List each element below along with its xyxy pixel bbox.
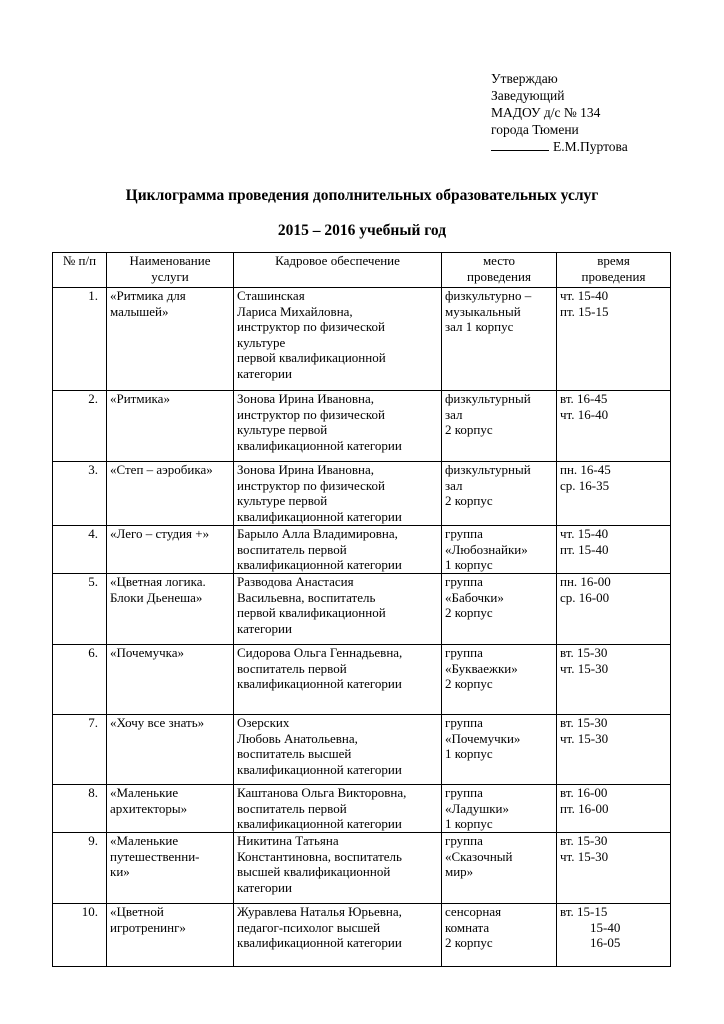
venue [442,391,557,462]
venue-line: 2 корпус [445,676,493,692]
venue [442,833,557,904]
row-number: 3. [53,462,107,526]
venue-line: 1 корпус [445,746,493,762]
service-name [107,391,234,462]
schedule-time-line: ср. 16-35 [560,477,610,493]
staff-info-line: инструктор по физической [237,319,385,335]
service-name [107,833,234,904]
schedule-time-line: пт. 15-40 [560,541,609,557]
table-row [53,833,671,904]
staff-info [234,288,442,391]
staff-info-line: воспитатель высшей [237,746,352,762]
staff-info-line: квалификационной категории [237,761,402,777]
column-header-text: время [597,253,630,268]
venue-line: 2 корпус [445,422,493,438]
venue-line: группа [445,833,483,848]
service-name [107,574,234,645]
schedule-time-line: пн. 16-00 [560,574,611,589]
staff-info-line: инструктор по физической [237,406,385,422]
table-row [53,288,671,391]
venue-line: зал [445,406,463,422]
venue-line: группа [445,715,483,730]
venue [442,785,557,833]
table-row [53,645,671,715]
venue-line: группа [445,645,483,660]
staff-info-line: Каштанова Ольга Викторовна, [237,785,407,800]
column-header [557,253,671,288]
approval-line: МАДОУ д/с № 134 [491,105,601,120]
staff-info-line: Лариса Михайловна, [237,303,353,319]
staff-info-line: Любовь Анатольевна, [237,730,358,746]
venue-line: «Почемучки» [445,730,521,746]
staff-info-line: Разводова Анастасия [237,574,354,589]
venue-line: музыкальный [445,303,521,319]
venue [442,288,557,391]
staff-info-line: Зонова Ирина Ивановна, [237,391,374,406]
venue-line: «Букваежки» [445,660,518,676]
staff-info-line: Никитина Татьяна [237,833,339,848]
staff-info-line: категории [237,879,292,895]
schedule-time [557,288,671,391]
service-name [107,526,234,574]
staff-info [234,391,442,462]
schedule-time-line: чт. 15-40 [560,526,609,541]
service-name-line: «Почемучка» [110,645,185,660]
staff-info-line: квалификационной категории [237,676,402,692]
staff-info-line: квалификационной категории [237,508,402,524]
approval-line: Заведующий [491,88,565,103]
service-name-line: «Цветной [110,904,164,919]
service-name-line: «Ритмика для [110,288,186,303]
approval-block [491,70,628,155]
venue-line: 1 корпус [445,557,493,573]
staff-info-line: Константиновна, воспитатель [237,848,402,864]
table-header-row [53,253,671,288]
venue-line: 2 корпус [445,493,493,509]
staff-info-line: категории [237,365,292,381]
staff-info-line: педагог-психолог высшей [237,919,381,935]
schedule-time-line: вт. 15-30 [560,715,608,730]
document-title: Циклограмма проведения дополнительных образовательных услуг [125,187,599,204]
staff-info-line: культуре первой [237,422,328,438]
staff-info-line: квалификационной категории [237,557,402,573]
schedule-time [557,526,671,574]
staff-info-line: первой квалификационной [237,605,386,621]
venue-line: «Ладушки» [445,800,509,816]
staff-info-line: квалификационной категории [237,935,402,951]
table-body [53,288,671,967]
schedule-time [557,785,671,833]
staff-info-line: воспитатель первой [237,660,347,676]
staff-info-line: Барыло Алла Владимировна, [237,526,398,541]
column-header-text: Кадровое обеспечение [275,253,400,268]
staff-info [234,715,442,785]
staff-info [234,645,442,715]
row-number: 2. [53,391,107,462]
staff-info-line: культуре [237,334,286,350]
schedule-time [557,833,671,904]
staff-info-line: высшей квалификационной [237,864,391,880]
schedule-time [557,904,671,967]
column-header-text: Наименование [129,253,211,268]
venue-line: 2 корпус [445,605,493,621]
venue-line: физкультурно – [445,288,532,303]
signature-line [491,138,628,155]
schedule-time-line: чт. 15-30 [560,660,609,676]
column-header-text: проведения [581,268,646,284]
table-row [53,785,671,833]
staff-info-line: воспитатель первой [237,800,347,816]
staff-info-line: квалификационной категории [237,437,402,453]
service-name-line: «Хочу все знать» [110,715,205,730]
service-name [107,785,234,833]
row-number: 5. [53,574,107,645]
staff-info-line: Сидорова Ольга Геннадьевна, [237,645,403,660]
schedule-time-line: чт. 16-40 [560,406,609,422]
schedule-time-line: чт. 15-30 [560,848,609,864]
venue-line: группа [445,526,483,541]
service-name-line: ки» [110,864,130,880]
staff-info-line: Васильевна, воспитатель [237,589,376,605]
venue-line: 1 корпус [445,816,493,832]
staff-info [234,462,442,526]
schedule-time [557,715,671,785]
column-header-text: услуги [151,268,189,284]
row-number: 4. [53,526,107,574]
row-number: 7. [53,715,107,785]
service-name-line: «Ритмика» [110,391,170,406]
row-number: 1. [53,288,107,391]
staff-info [234,785,442,833]
venue [442,462,557,526]
venue-line: мир» [445,864,474,880]
table-row [53,391,671,462]
venue-line: комната [445,919,490,935]
table-row [53,526,671,574]
service-name-line: «Цветная логика. [110,574,206,589]
schedule-time-line: вт. 15-30 [560,645,608,660]
staff-info [234,904,442,967]
venue-line: группа [445,574,483,589]
staff-info-line: первой квалификационной [237,350,386,366]
schedule-time-line: вт. 15-15 [560,904,608,919]
service-name-line: архитекторы» [110,800,188,816]
staff-info-line: культуре первой [237,493,328,509]
schedule-time-line: пт. 16-00 [560,800,609,816]
venue-line: «Сказочный [445,848,513,864]
schedule-time-line: пт. 15-15 [560,303,609,319]
column-header-text: место [482,253,516,268]
venue [442,526,557,574]
venue-line: группа [445,785,483,800]
staff-info-line: Зонова Ирина Ивановна, [237,462,374,477]
column-header-text: проведения [467,268,531,284]
schedule-time-line: чт. 15-30 [560,730,609,746]
service-name-line: игротренинг» [110,919,186,935]
schedule-time-line: 15-40 [590,919,621,935]
staff-info-line: Озерских [237,715,290,730]
schedule-time-line: вт. 16-45 [560,391,608,406]
service-name-line: «Маленькие [110,833,179,848]
column-header [442,253,557,288]
venue [442,645,557,715]
schedule-time [557,574,671,645]
staff-info-line: Сташинская [237,288,305,303]
venue-line: 2 корпус [445,935,493,951]
venue [442,574,557,645]
row-number: 6. [53,645,107,715]
schedule-table [52,252,671,967]
schedule-time-line: вт. 15-30 [560,833,608,848]
service-name-line: «Маленькие [110,785,179,800]
service-name-line: «Лего – студия +» [110,526,210,541]
row-number: 9. [53,833,107,904]
venue-line: физкультурный [445,462,531,477]
venue-line: сенсорная [445,904,502,919]
column-header [53,253,107,288]
column-header-text: № п/п [62,253,97,268]
service-name [107,715,234,785]
table-row [53,715,671,785]
approval-line: Утверждаю [491,71,558,86]
staff-info-line: Журавлева Наталья Юрьевна, [237,904,402,919]
venue [442,715,557,785]
venue-line: «Любознайки» [445,541,528,557]
signature-blank [491,140,549,151]
staff-info-line: инструктор по физической [237,477,385,493]
venue-line: зал [445,477,463,493]
service-name-line: малышей» [110,303,169,319]
table-row [53,904,671,967]
schedule-time-line: 16-05 [590,935,621,951]
table-row [53,574,671,645]
schedule-time-line: ср. 16-00 [560,589,610,605]
service-name [107,645,234,715]
staff-info-line: воспитатель первой [237,541,347,557]
academic-year: 2015 – 2016 учебный год [277,222,447,239]
schedule-time-line: пн. 16-45 [560,462,611,477]
service-name [107,904,234,967]
venue-line: зал 1 корпус [445,319,514,335]
service-name-line: «Степ – аэробика» [110,462,213,477]
staff-info [234,526,442,574]
service-name-line: Блоки Дьенеша» [110,589,203,605]
service-name [107,462,234,526]
approval-line: города Тюмени [491,122,579,137]
table-row [53,462,671,526]
venue [442,904,557,967]
signer-name: Е.М.Пуртова [553,139,628,154]
service-name-line: путешественни- [110,848,200,864]
staff-info-line: категории [237,620,292,636]
venue-line: физкультурный [445,391,531,406]
staff-info-line: квалификационной категории [237,816,402,832]
venue-line: «Бабочки» [445,589,504,605]
staff-info [234,833,442,904]
schedule-time [557,391,671,462]
schedule-time [557,462,671,526]
schedule-time-line: вт. 16-00 [560,785,608,800]
column-header [234,253,442,288]
schedule-time [557,645,671,715]
schedule-time-line: чт. 15-40 [560,288,609,303]
service-name [107,288,234,391]
row-number: 10. [53,904,107,967]
staff-info [234,574,442,645]
column-header [107,253,234,288]
row-number: 8. [53,785,107,833]
